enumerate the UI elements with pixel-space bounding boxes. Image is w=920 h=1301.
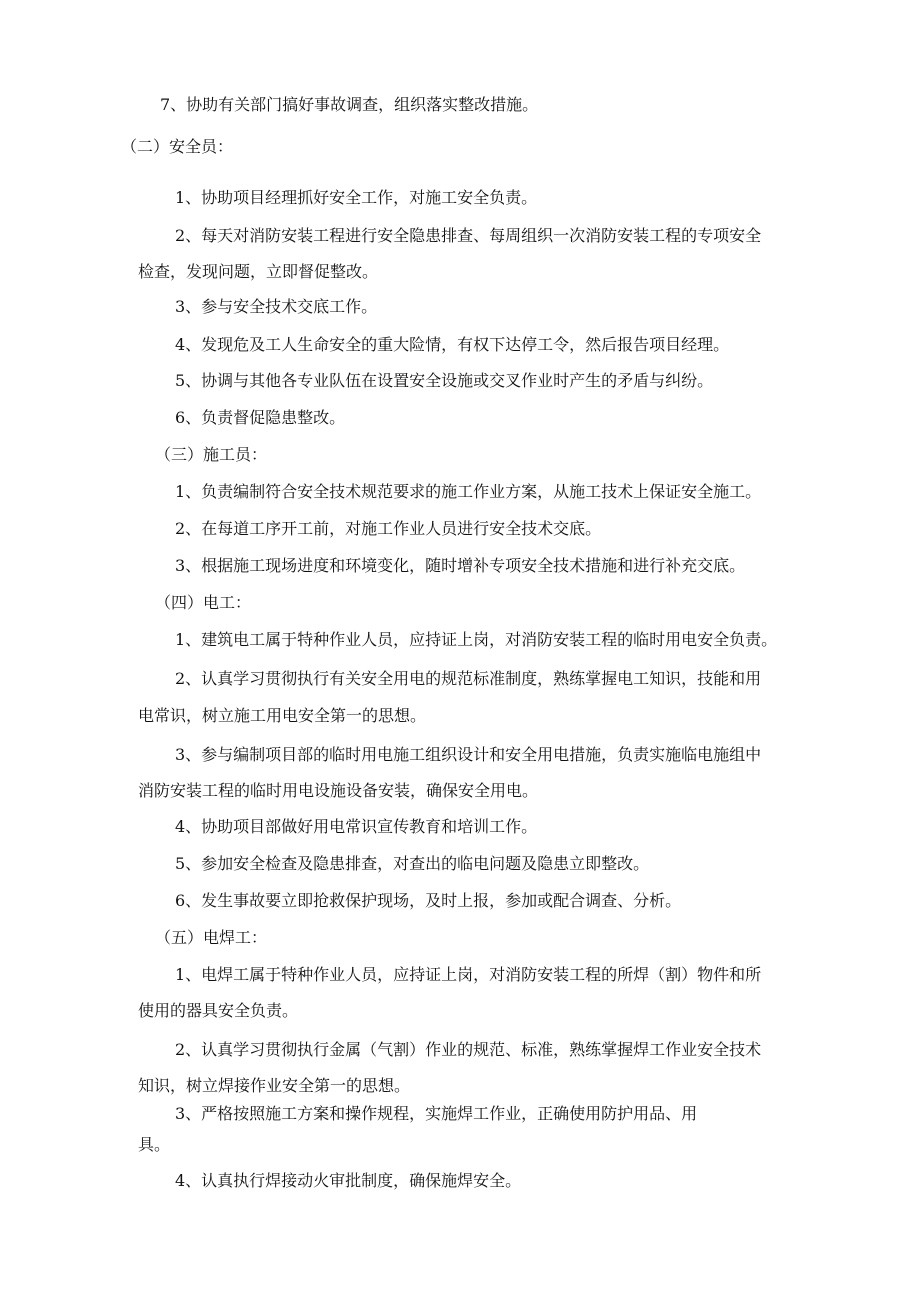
- text-line: 具。: [138, 1135, 171, 1154]
- text-line: 2、认真学习贯彻执行有关安全用电的规范标准制度，熟练掌握电工知识，技能和用: [175, 669, 762, 688]
- text-line: 3、参与安全技术交底工作。: [175, 297, 378, 316]
- text-line: 5、参加安全检查及隐患排查，对查出的临电问题及隐患立即整改。: [175, 854, 650, 873]
- text-line: 3、根据施工现场进度和环境变化，随时增补专项安全技术措施和进行补充交底。: [175, 556, 746, 575]
- text-line: 3、参与编制项目部的临时用电施工组织设计和安全用电措施，负责实施临电施组中: [175, 745, 762, 764]
- text-line: 1、建筑电工属于特种作业人员，应持证上岗，对消防安装工程的临时用电安全负责。: [175, 630, 778, 649]
- text-line: 1、电焊工属于特种作业人员，应持证上岗，对消防安装工程的所焊（割）物件和所: [175, 965, 762, 984]
- text-line: 2、认真学习贯彻执行金属（气割）作业的规范、标准，熟练掌握焊工作业安全技术: [175, 1040, 762, 1059]
- section-heading-welder: （五）电焊工：: [155, 928, 268, 947]
- section-heading-safety-officer: （二）安全员：: [121, 137, 234, 156]
- text-line: 知识，树立焊接作业安全第一的思想。: [138, 1076, 411, 1095]
- text-line: 4、认真执行焊接动火审批制度，确保施焊安全。: [175, 1171, 522, 1190]
- text-line: 3、严格按照施工方案和操作规程，实施焊工作业，正确使用防护用品、用: [175, 1104, 698, 1123]
- text-line: 检查，发现问题，立即督促整改。: [138, 262, 379, 281]
- text-line: 5、协调与其他各专业队伍在设置安全设施或交叉作业时产生的矛盾与纠纷。: [175, 371, 714, 390]
- text-line: 4、协助项目部做好用电常识宣传教育和培训工作。: [175, 817, 538, 836]
- text-line: 使用的器具安全负责。: [138, 1001, 299, 1020]
- text-line: 消防安装工程的临时用电设施设备安装，确保安全用电。: [138, 781, 539, 800]
- text-line: 6、发生事故要立即抢救保护现场，及时上报，参加或配合调查、分析。: [175, 891, 682, 910]
- text-line: 2、每天对消防安装工程进行安全隐患排查、每周组织一次消防安装工程的专项安全: [175, 226, 762, 245]
- text-line: 4、发现危及工人生命安全的重大险情，有权下达停工令，然后报告项目经理。: [175, 335, 730, 354]
- text-line: 1、负责编制符合安全技术规范要求的施工作业方案，从施工技术上保证安全施工。: [175, 482, 762, 501]
- text-line: 7、协助有关部门搞好事故调查，组织落实整改措施。: [160, 95, 539, 114]
- section-heading-electrician: （四）电工：: [155, 593, 252, 612]
- text-line: 1、协助项目经理抓好安全工作，对施工安全负责。: [175, 188, 538, 207]
- text-line: 6、负责督促隐患整改。: [175, 408, 346, 427]
- text-line: 2、在每道工序开工前，对施工作业人员进行安全技术交底。: [175, 519, 602, 538]
- text-line: 电常识，树立施工用电安全第一的思想。: [138, 706, 427, 725]
- section-heading-construction-worker: （三）施工员：: [155, 445, 268, 464]
